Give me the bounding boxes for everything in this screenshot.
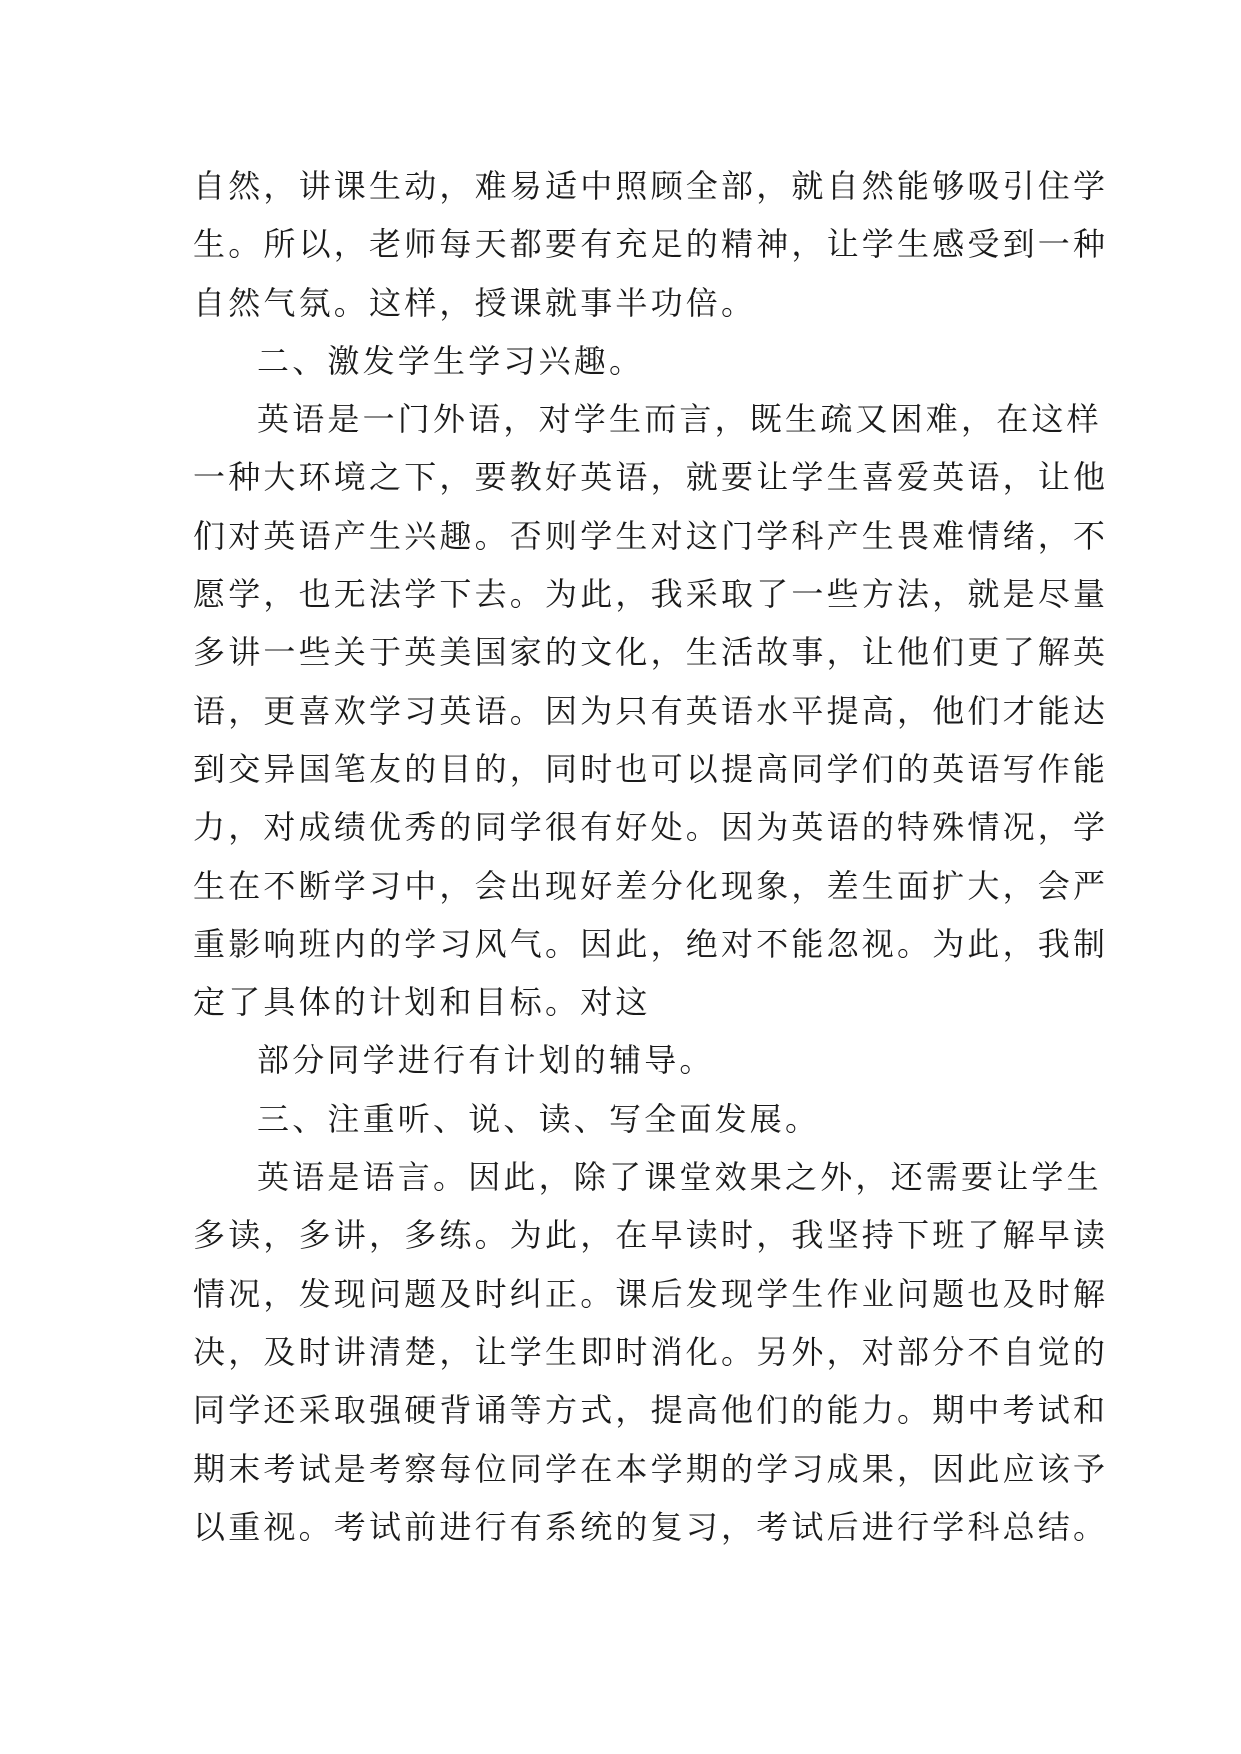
text-line: 自然气氛。这样，授课就事半功倍。: [193, 283, 757, 322]
text-line: 英语是一门外语，对学生而言，既生疏又困难，在这样: [257, 400, 1102, 439]
text-line: 多讲一些关于英美国家的文化，生活故事，让他们更了解英: [193, 633, 1109, 672]
text-line: 以重视。考试前进行有系统的复习，考试后进行学科总结。: [193, 1507, 1109, 1546]
text-line: 多读，多讲，多练。为此，在早读时，我坚持下班了解早读: [193, 1216, 1109, 1255]
text-line: 生在不断学习中，会出现好差分化现象，差生面扩大，会严: [193, 866, 1109, 905]
text-line: 愿学，也无法学下去。为此，我采取了一些方法，就是尽量: [193, 575, 1109, 614]
text-line: 语，更喜欢学习英语。因为只有英语水平提高，他们才能达: [193, 691, 1109, 730]
text-line: 期末考试是考察每位同学在本学期的学习成果，因此应该予: [193, 1449, 1109, 1488]
text-line: 决，及时讲清楚，让学生即时消化。另外，对部分不自觉的: [193, 1332, 1109, 1371]
text-line: 定了具体的计划和目标。对这: [193, 983, 651, 1022]
document-body: [193, 157, 1109, 1556]
text-line: 部分同学进行有计划的辅导。: [257, 1041, 715, 1080]
text-line: 们对英语产生兴趣。否则学生对这门学科产生畏难情绪，不: [193, 516, 1109, 555]
text-line: 情况，发现问题及时纠正。课后发现学生作业问题也及时解: [193, 1274, 1109, 1313]
text-line: 二、激发学生学习兴趣。: [257, 341, 645, 380]
text-line: 生。所以，老师每天都要有充足的精神，让学生感受到一种: [193, 225, 1109, 264]
text-line: 自然，讲课生动，难易适中照顾全部，就自然能够吸引住学: [193, 167, 1109, 205]
text-line: 力，对成绩优秀的同学很有好处。因为英语的特殊情况，学: [193, 808, 1109, 847]
text-line: 到交异国笔友的目的，同时也可以提高同学们的英语写作能: [193, 749, 1109, 788]
text-line: 一种大环境之下，要教好英语，就要让学生喜爱英语，让他: [193, 458, 1109, 497]
text-line: 英语是语言。因此，除了课堂效果之外，还需要让学生: [257, 1158, 1102, 1197]
text-line: 三、注重听、说、读、写全面发展。: [257, 1099, 821, 1138]
text-line: 重影响班内的学习风气。因此，绝对不能忽视。为此，我制: [193, 924, 1109, 963]
text-line: 同学还采取强硬背诵等方式，提高他们的能力。期中考试和: [193, 1391, 1109, 1430]
